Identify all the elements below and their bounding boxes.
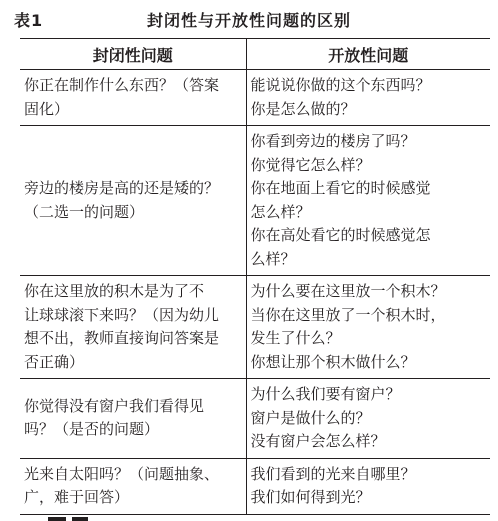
open-question-cell — [246, 379, 490, 459]
table-row — [20, 126, 490, 276]
cell-line: 吗？（是否的问题） — [24, 420, 160, 439]
cell-line: 固化） — [24, 99, 70, 118]
cell-line: 怎么样？ — [250, 202, 311, 221]
open-question-cell — [246, 276, 490, 379]
table-caption — [14, 4, 484, 34]
cell-line: 当你在这里放了一个积木时， — [250, 305, 446, 324]
table-number: 表1 — [14, 11, 44, 30]
cell-line: 你看到旁边的楼房了吗？ — [250, 132, 416, 150]
table-title: 封闭性与开放性问题的区别 — [146, 11, 351, 30]
cell-line: （二选一的问题） — [24, 202, 145, 221]
header-closed-questions: 封闭性问题 — [20, 39, 246, 70]
cell-line: 么样？ — [250, 249, 296, 268]
cell-line: 你在高处看它的时候感觉怎 — [250, 226, 431, 244]
cell-line: 为什么我们要有窗户？ — [250, 385, 401, 403]
cell-line: 我们看到的光来自哪里？ — [250, 464, 416, 483]
closed-question-cell — [20, 379, 246, 459]
table-row — [20, 70, 490, 126]
cell-line: 发生了什么？ — [250, 329, 341, 347]
cell-line: 没有窗户会怎么样？ — [250, 432, 386, 450]
cell-line: 你是怎么做的？ — [250, 99, 356, 118]
table-row — [20, 379, 490, 459]
cell-line: 让球球滚下来吗？（因为幼儿 — [24, 305, 220, 324]
cell-line: 你正在制作什么东西？（答案 — [24, 76, 220, 94]
cell-line: 你在地面上看它的时候感觉 — [250, 179, 431, 197]
cell-line: 为什么要在这里放一个积木？ — [250, 282, 446, 300]
closed-question-cell — [20, 126, 246, 276]
cell-line: 我们如何得到光？ — [250, 488, 371, 506]
open-question-cell — [246, 70, 490, 126]
header-open-questions: 开放性问题 — [246, 39, 490, 70]
cell-line: 广，难于回答） — [24, 488, 130, 506]
cell-line: 你觉得没有窗户我们看得见 — [24, 396, 205, 415]
cropped-text-fragment — [22, 510, 112, 521]
cell-line: 能说说你做的这个东西吗？ — [250, 76, 431, 94]
cell-line: 光来自太阳吗？（问题抽象、 — [24, 464, 220, 483]
closed-question-cell — [20, 458, 246, 514]
open-question-cell — [246, 126, 490, 276]
cell-line: 否正确） — [24, 352, 85, 371]
closed-question-cell — [20, 70, 246, 126]
cell-line: 窗户是做什么的？ — [250, 408, 371, 427]
cell-line: 想不出，教师直接询问答案是 — [24, 329, 220, 347]
open-question-cell — [246, 458, 490, 514]
closed-question-cell — [20, 276, 246, 379]
table-header-row — [20, 39, 490, 70]
table-row — [20, 458, 490, 514]
cell-line: 你想让那个积木做什么？ — [250, 352, 416, 371]
cell-line: 旁边的楼房是高的还是矮的？ — [24, 179, 220, 197]
comparison-table — [20, 38, 490, 515]
cell-line: 你在这里放的积木是为了不 — [24, 282, 205, 300]
table-row — [20, 276, 490, 379]
cell-line: 你觉得它怎么样？ — [250, 155, 371, 174]
